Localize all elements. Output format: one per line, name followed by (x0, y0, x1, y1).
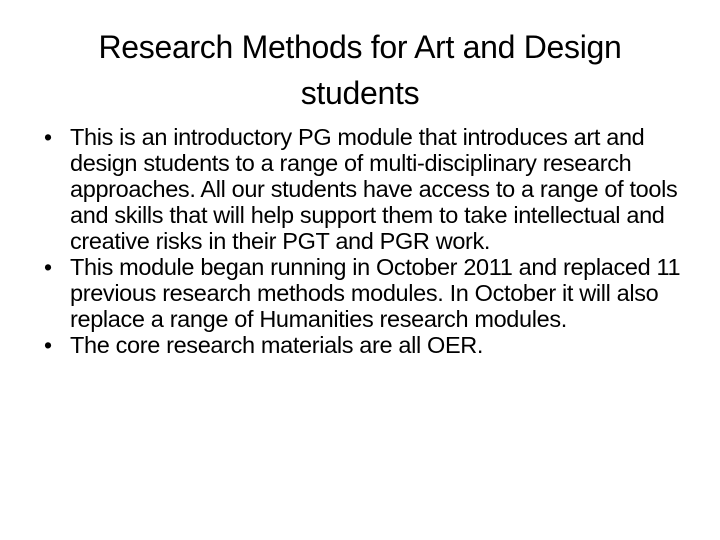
bullet-icon: • (44, 254, 52, 280)
bullet-item (44, 254, 694, 332)
bullet-item (44, 124, 694, 254)
bullet-text: This module began running in October 2011 and replaced 11 previous research methods modules. In October it will also replace a range of Humanities research modules. (70, 254, 681, 332)
bullet-list (44, 124, 694, 358)
bullet-text: The core research materials are all OER. (70, 332, 484, 358)
bullet-text: This is an introductory PG module that introduces art and design students to a range of multi-disciplinary research approaches. All our students have access to a range of tools and skills that will help support them to take intellectual and creative risks in their PGT and PGR work. (70, 124, 678, 254)
bullet-icon: • (44, 124, 52, 150)
bullet-item (44, 332, 694, 358)
bullet-icon: • (44, 332, 52, 358)
slide-title: Research Methods for Art and Design students (98, 29, 622, 111)
